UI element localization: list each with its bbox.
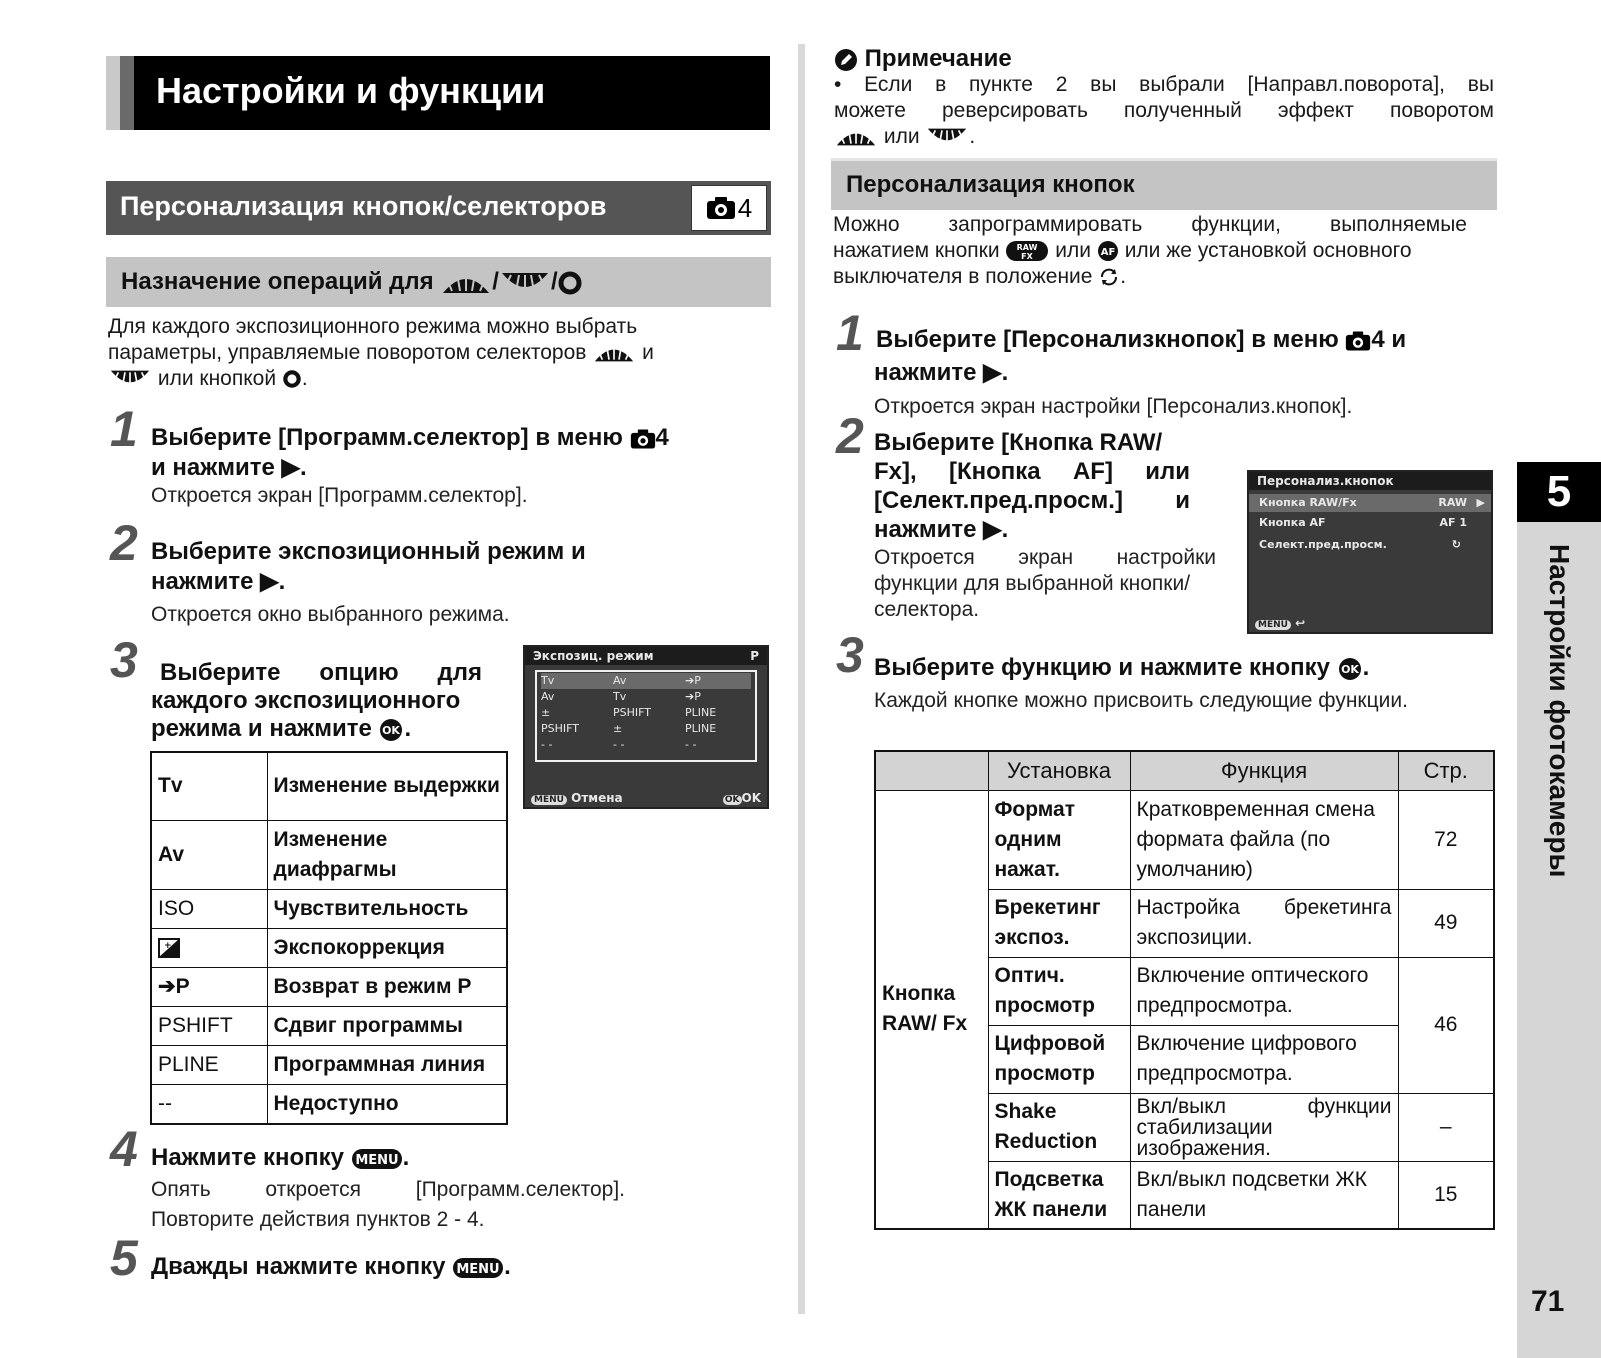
step-heading: Выберите [Персонализкнопок] в меню 4 и	[876, 326, 1407, 353]
menu-button-icon: MENU	[1255, 620, 1291, 630]
step-heading: Выберите [Программ.селектор] в меню 4	[151, 424, 669, 451]
step-heading-cont: [Селект.пред.просм.] и	[874, 487, 1190, 514]
step-text: селектора.	[874, 598, 980, 621]
step-text: Откроется окно выбранного режима.	[151, 603, 510, 626]
section-header	[106, 181, 771, 235]
lcd-row: Av Tv ➔P	[541, 690, 701, 703]
intro-line-3: или кнопкой .	[108, 366, 308, 392]
step-heading: Выберите функцию и нажмите кнопку OK .	[874, 654, 1370, 681]
lcd-screen-button-customization	[1247, 470, 1493, 634]
table-row: + Экспокоррекция	[151, 928, 507, 967]
camera-menu-icon	[630, 428, 656, 450]
lcd-row: ± PSHIFT PLINE	[541, 706, 717, 719]
chapter-tab	[1517, 462, 1601, 1358]
note-pencil-icon	[834, 48, 858, 72]
lcd-footer-ok: OK	[741, 791, 761, 805]
front-dial-icon	[440, 271, 492, 295]
rear-dial-icon	[925, 127, 969, 147]
menu-button-icon: MENU	[531, 795, 567, 805]
step-text: Откроется экран [Программ.селектор].	[151, 484, 528, 507]
lcd-row: PSHIFT ± PLINE	[541, 722, 717, 735]
camera-menu-icon	[1345, 330, 1371, 352]
table-row: Цифровой просмотр Включение цифрового предпросмотра.	[875, 1025, 1494, 1093]
column-header: Установка	[988, 751, 1130, 790]
table-row: Кнопка RAW/ Fx Формат одним нажат. Кратковременная смена формата файла (по умолчанию) 72	[875, 790, 1494, 889]
lcd-row: Селект.пред.просм. ↻	[1259, 538, 1461, 551]
green-button-icon	[558, 271, 582, 295]
front-dial-icon	[834, 127, 878, 147]
step-heading: Выберите опцию для	[160, 659, 482, 686]
preview-switch-icon	[1098, 266, 1120, 288]
table-row: -- Недоступно	[151, 1084, 507, 1124]
step-text: Повторите действия пунктов 2 - 4.	[151, 1208, 485, 1231]
table-row: PLINE Программная линия	[151, 1045, 507, 1084]
intro-line-2: параметры, управляемые поворотом селекторов и	[108, 341, 654, 364]
column-header: Стр.	[1398, 751, 1494, 790]
green-button-icon	[282, 369, 302, 389]
step-heading-cont: нажмите ▶.	[874, 516, 1009, 543]
table-row: Tv Изменение выдержки	[151, 752, 507, 820]
note-title: Примечание	[834, 44, 1012, 74]
table-row: ➔P Возврат в режим P	[151, 967, 507, 1006]
step-number: 4	[110, 1121, 138, 1177]
step-heading: Выберите экспозиционный режим и	[151, 538, 586, 565]
intro-line-1: Для каждого экспозиционного режима можно выбрать	[108, 315, 638, 338]
table-row: Shake Reduction Вкл/выкл функции стабилизации изображения. –	[875, 1093, 1494, 1161]
page-title-bar	[106, 56, 770, 130]
svg-text:OK: OK	[1340, 662, 1359, 676]
lcd-row: - - - - - -	[541, 738, 697, 751]
menu-reference-badge: 4	[691, 185, 767, 231]
menu-button-icon	[452, 1256, 504, 1280]
lcd-title: Персонализ.кнопок	[1249, 472, 1491, 490]
step-number: 3	[110, 632, 138, 688]
ok-button-icon	[1337, 657, 1363, 681]
lcd-row: Кнопка AF AF 1	[1259, 516, 1467, 529]
chapter-title: Настройки фотокамеры	[1544, 544, 1575, 878]
step-number: 1	[110, 401, 138, 457]
intro-line-2: нажатием кнопки RAW FX или AF или же установкой основного	[833, 239, 1412, 262]
lcd-screen-exposure-mode	[523, 645, 769, 809]
af-button-icon	[1097, 240, 1119, 262]
front-dial-icon	[592, 343, 636, 363]
lcd-title: Экспозиц. режим	[533, 649, 654, 663]
section-title: Персонализация кнопок/селекторов	[120, 191, 607, 221]
svg-text:OK: OK	[382, 723, 401, 737]
table-row: Брекетинг экспоз. Настройка брекетинга экспозиции. 49	[875, 889, 1494, 957]
column-header: Функция	[1130, 751, 1398, 790]
note-line-2: можете реверсировать полученный эффект поворотом	[834, 99, 1494, 122]
step-text: Опять откроется [Программ.селектор].	[151, 1178, 625, 1201]
subsection-header: Назначение операций для / /	[106, 257, 771, 307]
options-table	[150, 751, 508, 1125]
table-row: Оптич. просмотр Включение оптического предпросмотра. 46	[875, 957, 1494, 1025]
step-text: Откроется экран настройки	[874, 546, 1216, 569]
subsection-title: Персонализация кнопок	[846, 171, 1135, 198]
group-cell: Кнопка RAW/ Fx	[875, 790, 988, 1229]
table-row: Подсветка ЖК панели Вкл/выкл подсветки ЖК панели 15	[875, 1161, 1494, 1229]
step-number: 3	[836, 627, 864, 683]
lcd-mode: P	[750, 649, 759, 663]
step-heading-cont: и нажмите ▶.	[151, 454, 307, 481]
subsection-header	[831, 158, 1497, 210]
svg-text:MENU: MENU	[456, 1261, 500, 1277]
column-divider	[798, 44, 805, 1314]
back-icon: ↩	[1295, 616, 1306, 630]
note-line-1: • Если в пункте 2 вы выбрали [Направл.поворота], вы	[834, 73, 1494, 96]
step-heading-cont: Fx], [Кнопка AF] или	[874, 458, 1190, 485]
svg-text:AF: AF	[1100, 247, 1116, 259]
step-heading-cont: нажмите ▶.	[151, 568, 286, 595]
table-row: ISO Чувствительность	[151, 889, 507, 928]
table-row: PSHIFT Сдвиг программы	[151, 1006, 507, 1045]
page-title: Настройки и функции	[156, 70, 546, 111]
exposure-compensation-icon	[158, 938, 180, 958]
step-number: 2	[836, 408, 864, 464]
step-number: 2	[110, 515, 138, 571]
step-text: Откроется экран настройки [Персонализ.кнопок].	[874, 395, 1353, 418]
chapter-number: 5	[1517, 462, 1601, 522]
step-heading: Выберите [Кнопка RAW/	[874, 429, 1163, 456]
step-heading: Нажмите кнопку MENU .	[151, 1144, 410, 1171]
step-number: 5	[110, 1230, 138, 1286]
lcd-option-grid	[535, 670, 757, 762]
camera-menu-icon	[706, 196, 736, 220]
functions-table	[874, 750, 1495, 1230]
raw-fx-button-icon	[1005, 240, 1049, 262]
rear-dial-icon	[108, 369, 152, 389]
svg-text:RAW: RAW	[1017, 243, 1038, 253]
intro-line-3: выключателя в положение .	[833, 265, 1127, 288]
subsection-title: Назначение операций для	[121, 268, 434, 295]
lcd-footer-cancel: Отмена	[571, 791, 623, 805]
step-number: 1	[836, 305, 864, 361]
ok-button-icon	[378, 718, 404, 742]
step-heading-cont: каждого экспозиционного	[151, 687, 461, 714]
intro-line-1: Можно запрограммировать функции, выполняемые	[833, 213, 1467, 236]
table-header-row	[875, 751, 1494, 790]
lcd-row: Кнопка RAW/Fx RAW ▶	[1249, 494, 1491, 512]
step-text: Каждой кнопке можно присвоить следующие функции.	[874, 689, 1408, 712]
rear-dial-icon	[499, 271, 551, 295]
lcd-row: Tv Av ➔P	[541, 673, 751, 689]
svg-text:+: +	[164, 940, 172, 951]
step-text: функции для выбранной кнопки/	[874, 572, 1191, 595]
table-row: Av Изменение диафрагмы	[151, 820, 507, 889]
step-heading: Дважды нажмите кнопку MENU .	[151, 1253, 511, 1280]
step-heading-cont: нажмите ▶.	[874, 359, 1009, 386]
menu-button-icon	[351, 1147, 403, 1171]
note-line-3: или .	[834, 124, 975, 150]
svg-text:MENU: MENU	[355, 1152, 399, 1168]
svg-text:FX: FX	[1021, 252, 1034, 262]
step-heading-cont: режима и нажмите OK .	[151, 715, 412, 742]
ok-button-icon: OK	[724, 795, 740, 805]
page-number: 71	[1531, 1285, 1565, 1318]
